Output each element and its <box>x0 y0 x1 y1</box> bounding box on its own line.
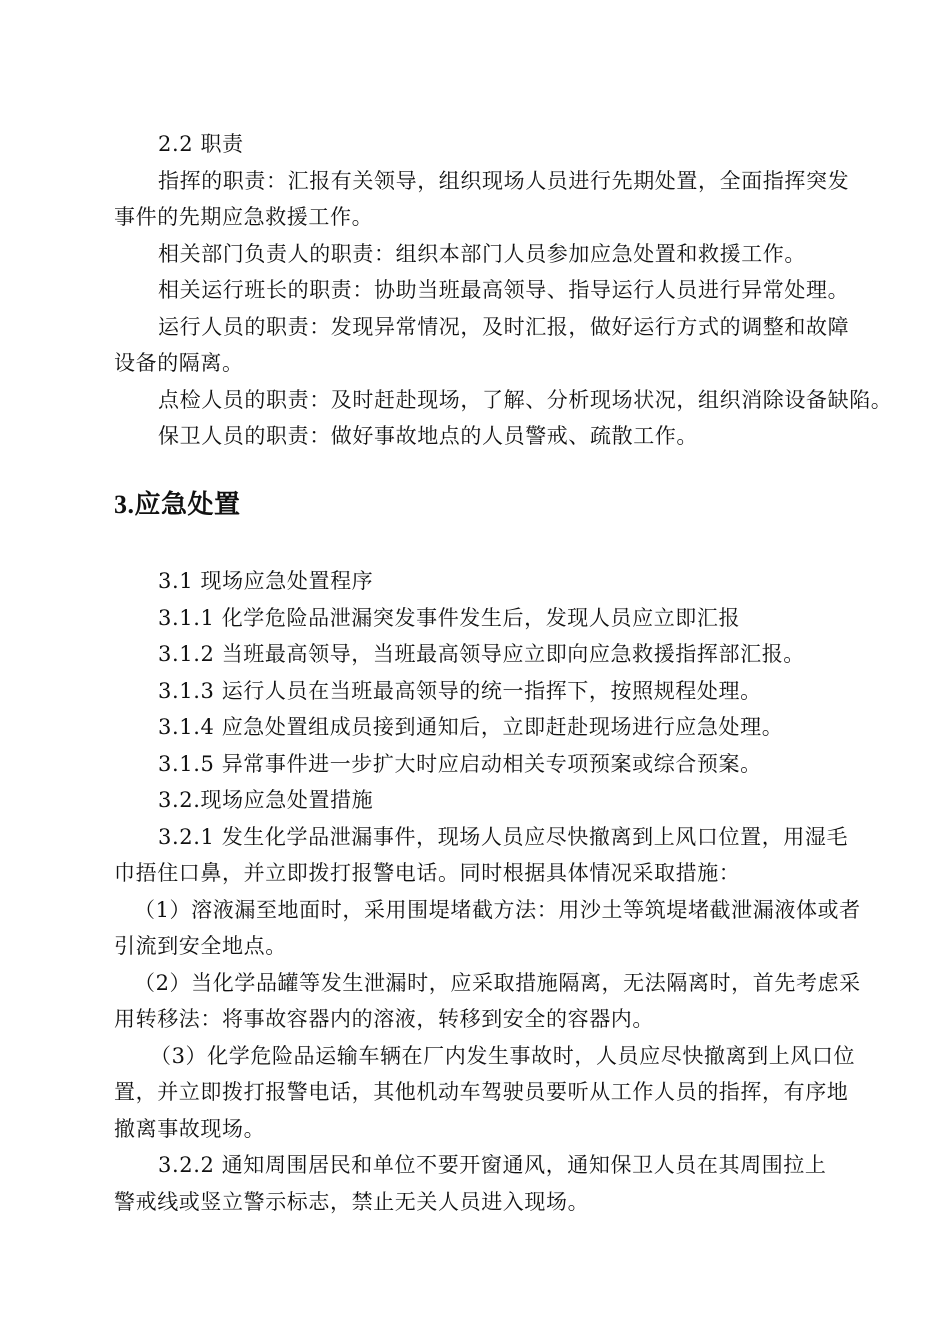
paragraph-line: 事件的先期应急救援工作。 <box>114 205 374 229</box>
measure-item-3 <box>0 1038 950 1148</box>
section-2-2 <box>0 126 950 455</box>
paragraph-line: 运行人员的职责：发现异常情况，及时汇报，做好运行方式的调整和故障 <box>158 314 850 339</box>
section-title: 2.2 职责 <box>158 132 244 156</box>
measure-3-2-2 <box>0 1147 950 1220</box>
paragraph-line: （1）溶液漏至地面时，采用围堤堵截方法：用沙土等筑堤堵截泄漏液体或者 <box>134 897 861 922</box>
paragraph-line: 置，并立即拨打报警电话，其他机动车驾驶员要听从工作人员的指挥，有序地 <box>114 1080 849 1104</box>
procedure-step: 3.1.2 当班最高领导，当班最高领导应立即向应急救援指挥部汇报。 <box>158 642 805 666</box>
paragraph-line: （2）当化学品罐等发生泄漏时，应采取措施隔离，无法隔离时，首先考虑采 <box>134 970 861 995</box>
section-3-heading: 3.应急处置 <box>114 490 241 519</box>
duty-paragraph-inspector: 点检人员的职责：及时赶赴现场，了解、分析现场状况，组织消除设备缺陷。 <box>158 387 893 412</box>
duty-paragraph-operator <box>0 309 950 382</box>
paragraph-line: 3.2.1 发生化学品泄漏事件，现场人员应尽快撤离到上风口位置，用湿毛 <box>158 824 849 849</box>
paragraph-line: 巾捂住口鼻，并立即拨打报警电话。同时根据具体情况采取措施： <box>114 861 741 885</box>
procedure-step: 3.1.1 化学危险品泄漏突发事件发生后，发现人员应立即汇报 <box>158 605 741 630</box>
measure-item-1 <box>0 892 950 965</box>
paragraph-line: 设备的隔离。 <box>114 351 244 375</box>
paragraph-line: 指挥的职责：汇报有关领导，组织现场人员进行先期处置，全面指挥突发 <box>158 168 850 193</box>
procedure-step: 3.1.4 应急处置组成员接到通知后，立即赶赴现场进行应急处理。 <box>158 715 784 739</box>
duty-paragraph-shift-leader: 相关运行班长的职责：协助当班最高领导、指导运行人员进行异常处理。 <box>158 278 850 302</box>
procedure-step: 3.1.3 运行人员在当班最高领导的统一指挥下，按照规程处理。 <box>158 678 762 703</box>
duty-paragraph-security: 保卫人员的职责：做好事故地点的人员警戒、疏散工作。 <box>158 424 698 448</box>
duty-paragraph-commander <box>0 163 950 236</box>
paragraph-line: 引流到安全地点。 <box>114 934 287 958</box>
paragraph-line: （3）化学危险品运输车辆在厂内发生事故时，人员应尽快撤离到上风口位 <box>150 1043 856 1068</box>
procedure-step: 3.1.5 异常事件进一步扩大时应启动相关专项预案或综合预案。 <box>158 751 762 776</box>
paragraph-line: 用转移法：将事故容器内的溶液，转移到安全的容器内。 <box>114 1007 654 1031</box>
measure-item-2 <box>0 965 950 1038</box>
section-title: 3.2.现场应急处置措施 <box>158 788 374 812</box>
paragraph-line: 撤离事故现场。 <box>114 1116 266 1141</box>
paragraph-line: 3.2.2 通知周围居民和单位不要开窗通风，通知保卫人员在其周围拉上 <box>158 1153 827 1177</box>
section-3-1 <box>0 563 950 1220</box>
measure-3-2-1 <box>0 819 950 892</box>
paragraph-line: 警戒线或竖立警示标志，禁止无关人员进入现场。 <box>114 1189 590 1214</box>
duty-paragraph-dept-head: 相关部门负责人的职责：组织本部门人员参加应急处置和救援工作。 <box>158 241 806 266</box>
section-title: 3.1 现场应急处置程序 <box>158 569 374 593</box>
